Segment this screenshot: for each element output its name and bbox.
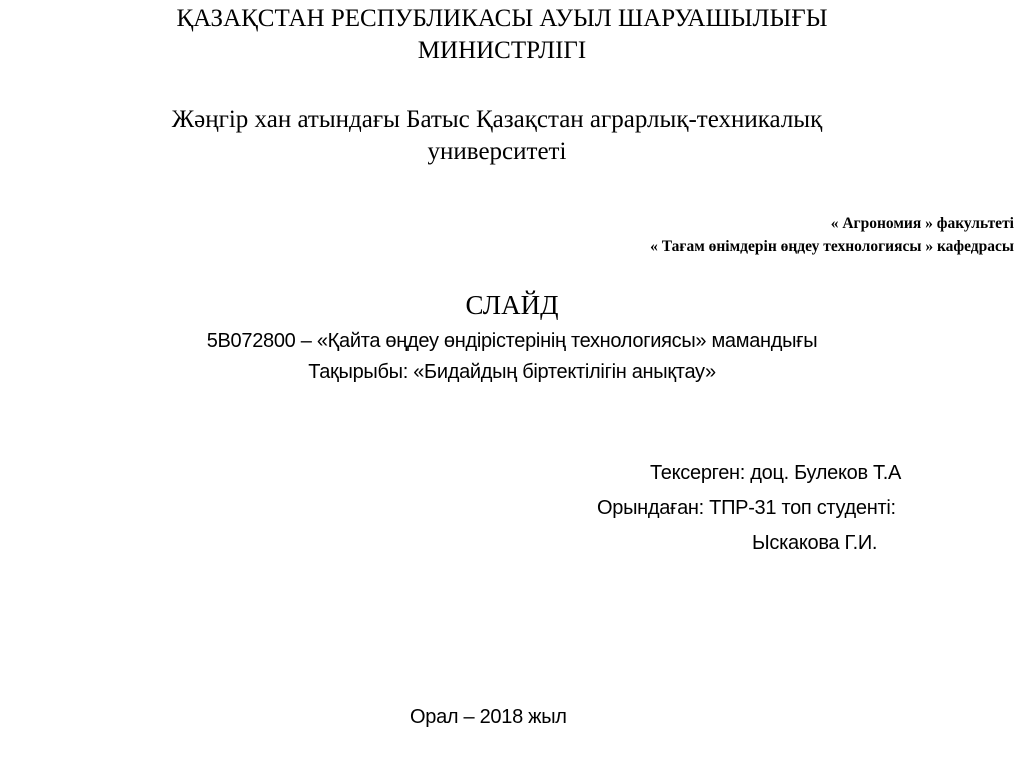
reviewer-line: Тексерген: доц. Булеков Т.А bbox=[650, 462, 902, 484]
university-line-1: Жәңгір хан атындағы Батыс Қазақстан аграрлық-техникалық bbox=[171, 106, 823, 133]
faculty-label: « Агрономия » факультеті bbox=[830, 215, 1014, 232]
topic-line: Тақырыбы: «Бидайдың біртектілігін анықтау» bbox=[308, 361, 716, 383]
department-label: « Тағам өнімдерін өңдеу технологиясы » кафедрасы bbox=[650, 238, 1014, 255]
university-line-2: университеті bbox=[427, 138, 567, 165]
specialty-line: 5В072800 – «Қайта өңдеу өндірістерінің технологиясы» мамандығы bbox=[206, 330, 818, 352]
ministry-line-1: ҚАЗАҚСТАН РЕСПУБЛИКАСЫ АУЫЛ ШАРУАШЫЛЫҒЫ bbox=[176, 5, 828, 32]
slide-title: СЛАЙД bbox=[465, 290, 559, 320]
footer-city-year: Орал – 2018 жыл bbox=[410, 706, 567, 728]
student-name: Ыскакова Г.И. bbox=[752, 532, 878, 554]
ministry-line-2: МИНИСТРЛІГІ bbox=[417, 37, 587, 64]
performer-line: Орындаған: ТПР-31 топ студенті: bbox=[597, 497, 896, 519]
